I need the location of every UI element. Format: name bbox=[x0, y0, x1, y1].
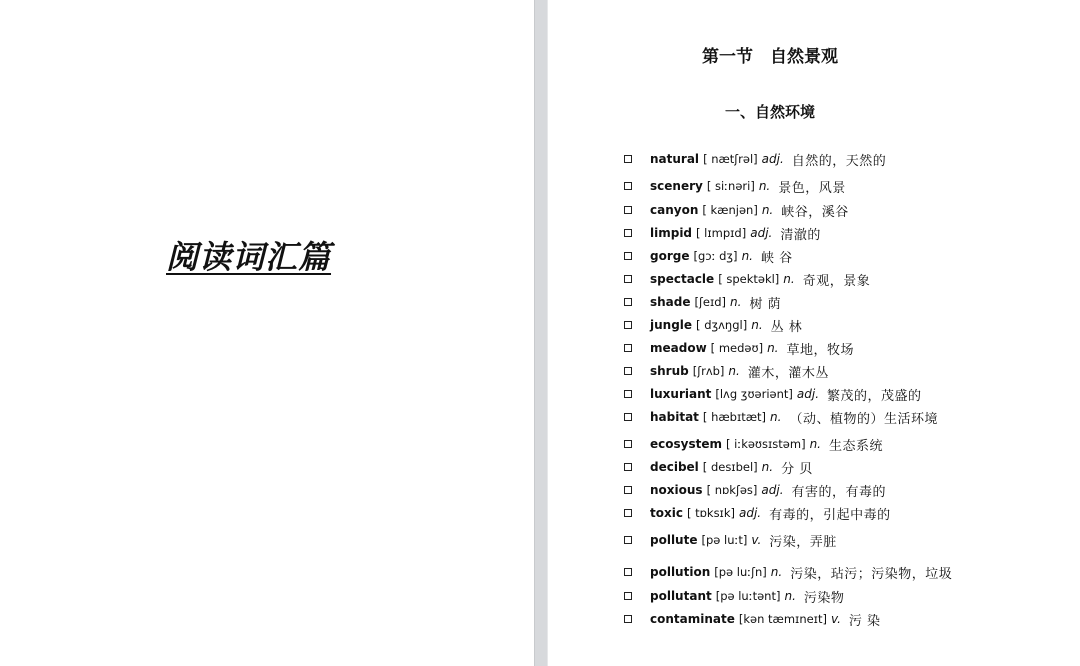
vocab-meaning: 丛 林 bbox=[770, 319, 803, 335]
vocab-phonetic: [ kænjən] bbox=[702, 203, 758, 217]
checkbox-icon[interactable] bbox=[624, 509, 632, 517]
vocab-phonetic: [pə luːt] bbox=[701, 533, 748, 547]
vocab-meaning: 草地，牧场 bbox=[786, 342, 854, 358]
checkbox-icon[interactable] bbox=[624, 298, 632, 306]
vocab-item bbox=[624, 435, 883, 453]
vocab-word: habitat bbox=[650, 410, 699, 424]
vocab-word: contaminate bbox=[650, 612, 735, 626]
vocab-word: jungle bbox=[650, 318, 693, 332]
vocab-part-of-speech: adj. bbox=[761, 152, 784, 166]
vocab-meaning: 清澈的 bbox=[780, 227, 821, 243]
vocab-part-of-speech: n. bbox=[784, 589, 796, 603]
checkbox-icon[interactable] bbox=[624, 390, 632, 398]
vocab-meaning: 奇观，景象 bbox=[802, 273, 871, 289]
vocab-meaning: 景色，风景 bbox=[778, 180, 846, 196]
vocab-part-of-speech: n. bbox=[809, 437, 821, 451]
checkbox-icon[interactable] bbox=[624, 568, 632, 576]
vocab-item bbox=[624, 610, 881, 628]
vocab-word: spectacle bbox=[650, 272, 715, 286]
vocab-item bbox=[624, 408, 938, 426]
vocab-item bbox=[624, 201, 849, 219]
vocab-word: luxuriant bbox=[650, 387, 712, 401]
vocab-part-of-speech: adj. bbox=[750, 226, 773, 240]
vocab-part-of-speech: n. bbox=[770, 410, 782, 424]
checkbox-icon[interactable] bbox=[624, 275, 632, 283]
vocab-word: ecosystem bbox=[650, 437, 722, 451]
checkbox-icon[interactable] bbox=[624, 321, 632, 329]
cover-title: 阅读词汇篇 bbox=[166, 238, 332, 276]
vocab-meaning: 灌木，灌木丛 bbox=[747, 365, 829, 381]
vocab-meaning: 污 染 bbox=[848, 613, 881, 629]
vocab-part-of-speech: n. bbox=[783, 272, 795, 286]
vocab-item bbox=[624, 177, 846, 195]
vocab-phonetic: [ spektəkl] bbox=[718, 272, 780, 286]
vocab-word: meadow bbox=[650, 341, 707, 355]
checkbox-icon[interactable] bbox=[624, 206, 632, 214]
vocab-part-of-speech: n. bbox=[761, 203, 774, 217]
vocab-part-of-speech: adj. bbox=[761, 483, 784, 497]
checkbox-icon[interactable] bbox=[624, 536, 632, 544]
vocab-word: pollute bbox=[650, 533, 698, 547]
vocab-word: pollutant bbox=[650, 589, 712, 603]
vocab-phonetic: [pə luːʃn] bbox=[714, 565, 767, 579]
checkbox-icon[interactable] bbox=[624, 252, 632, 260]
vocab-part-of-speech: adj. bbox=[796, 387, 820, 401]
vocab-item bbox=[624, 316, 802, 334]
checkbox-icon[interactable] bbox=[624, 229, 632, 237]
vocab-phonetic: [ hæbɪtæt] bbox=[702, 410, 767, 424]
vocab-item bbox=[624, 563, 952, 581]
vocab-part-of-speech: v. bbox=[751, 533, 762, 547]
vocab-part-of-speech: n. bbox=[770, 565, 783, 579]
subsection-title: 一、自然环境 bbox=[724, 103, 815, 121]
vocab-meaning: 有毒的，引起中毒的 bbox=[769, 507, 891, 523]
vocab-word: toxic bbox=[650, 506, 683, 520]
vocab-item bbox=[624, 362, 829, 380]
checkbox-icon[interactable] bbox=[624, 463, 632, 471]
vocab-word: pollution bbox=[650, 565, 711, 579]
page-gutter bbox=[534, 0, 548, 666]
vocab-phonetic: [ʃrʌb] bbox=[692, 364, 725, 378]
vocab-word: scenery bbox=[650, 179, 703, 193]
vocab-meaning: 繁茂的，茂盛的 bbox=[827, 388, 922, 404]
vocab-meaning: 自然的，天然的 bbox=[791, 153, 887, 169]
vocab-meaning: 树 荫 bbox=[749, 296, 782, 312]
vocab-phonetic: [kən tæmɪneɪt] bbox=[738, 612, 827, 626]
vocab-phonetic: [ tɒksɪk] bbox=[686, 506, 735, 520]
vocab-item bbox=[624, 247, 793, 265]
vocab-word: natural bbox=[650, 152, 700, 166]
vocab-word: noxious bbox=[650, 483, 703, 497]
vocab-meaning: 污染，弄脏 bbox=[769, 534, 837, 550]
vocab-meaning: 有害的，有毒的 bbox=[791, 484, 887, 500]
checkbox-icon[interactable] bbox=[624, 592, 632, 600]
vocab-item bbox=[624, 385, 922, 403]
vocab-part-of-speech: n. bbox=[751, 318, 763, 332]
vocab-word: shade bbox=[650, 295, 691, 309]
vocab-meaning: 峡谷，溪谷 bbox=[781, 204, 849, 220]
vocab-item bbox=[624, 531, 837, 549]
vocab-item bbox=[624, 270, 870, 288]
vocab-phonetic: [ medəʊ] bbox=[710, 341, 764, 355]
checkbox-icon[interactable] bbox=[624, 413, 632, 421]
vocab-meaning: 污染物 bbox=[803, 590, 845, 606]
vocab-meaning: 生态系统 bbox=[829, 438, 884, 454]
right-page bbox=[548, 0, 1080, 666]
vocab-phonetic: [ʃeɪd] bbox=[694, 295, 727, 309]
vocab-meaning: 污染，玷污；污染物，垃圾 bbox=[790, 566, 953, 582]
vocab-item bbox=[624, 293, 781, 311]
vocab-phonetic: [ nætʃrəl] bbox=[703, 152, 758, 166]
vocab-item bbox=[624, 150, 886, 168]
vocab-item bbox=[624, 587, 844, 605]
vocab-word: canyon bbox=[650, 203, 699, 217]
vocab-word: gorge bbox=[650, 249, 690, 263]
vocab-phonetic: [ siːnəri] bbox=[706, 179, 755, 193]
checkbox-icon[interactable] bbox=[624, 615, 632, 623]
vocab-part-of-speech: n. bbox=[761, 460, 774, 474]
vocab-phonetic: [ desɪbel] bbox=[702, 460, 758, 474]
vocab-part-of-speech: v. bbox=[830, 612, 841, 626]
vocab-word: limpid bbox=[650, 226, 693, 240]
vocab-phonetic: [lʌg ʒʊəriənt] bbox=[715, 387, 793, 401]
vocab-part-of-speech: adj. bbox=[738, 506, 762, 520]
vocab-phonetic: [ dʒʌŋgl] bbox=[696, 318, 748, 332]
vocab-part-of-speech: n. bbox=[758, 179, 771, 193]
checkbox-icon[interactable] bbox=[624, 440, 632, 448]
vocab-phonetic: [pə luːtənt] bbox=[715, 589, 781, 603]
vocab-meaning: 峡 谷 bbox=[760, 250, 793, 266]
vocab-item bbox=[624, 504, 891, 522]
vocab-item bbox=[624, 224, 821, 242]
vocab-word: decibel bbox=[650, 460, 699, 474]
vocab-phonetic: [ nɒkʃəs] bbox=[706, 483, 758, 497]
vocab-part-of-speech: n. bbox=[728, 364, 740, 378]
vocab-part-of-speech: n. bbox=[741, 249, 753, 263]
vocab-item bbox=[624, 458, 813, 476]
checkbox-icon[interactable] bbox=[624, 367, 632, 375]
section-title: 第一节 自然景观 bbox=[702, 47, 838, 67]
vocab-phonetic: [gɔː dʒ] bbox=[693, 249, 738, 263]
vocab-phonetic: [ lɪmpɪd] bbox=[696, 226, 747, 240]
vocab-part-of-speech: n. bbox=[767, 341, 779, 355]
vocab-meaning: 分 贝 bbox=[781, 461, 813, 477]
checkbox-icon[interactable] bbox=[624, 486, 632, 494]
vocab-item bbox=[624, 481, 886, 499]
checkbox-icon[interactable] bbox=[624, 344, 632, 352]
checkbox-icon[interactable] bbox=[624, 155, 632, 163]
vocab-phonetic: [ iːkəʊsɪstəm] bbox=[725, 437, 806, 451]
vocab-item bbox=[624, 339, 854, 357]
vocab-meaning: （动、植物的）生活环境 bbox=[789, 411, 938, 427]
checkbox-icon[interactable] bbox=[624, 182, 632, 190]
vocab-part-of-speech: n. bbox=[730, 295, 742, 309]
vocab-word: shrub bbox=[650, 364, 689, 378]
left-page bbox=[0, 0, 534, 666]
